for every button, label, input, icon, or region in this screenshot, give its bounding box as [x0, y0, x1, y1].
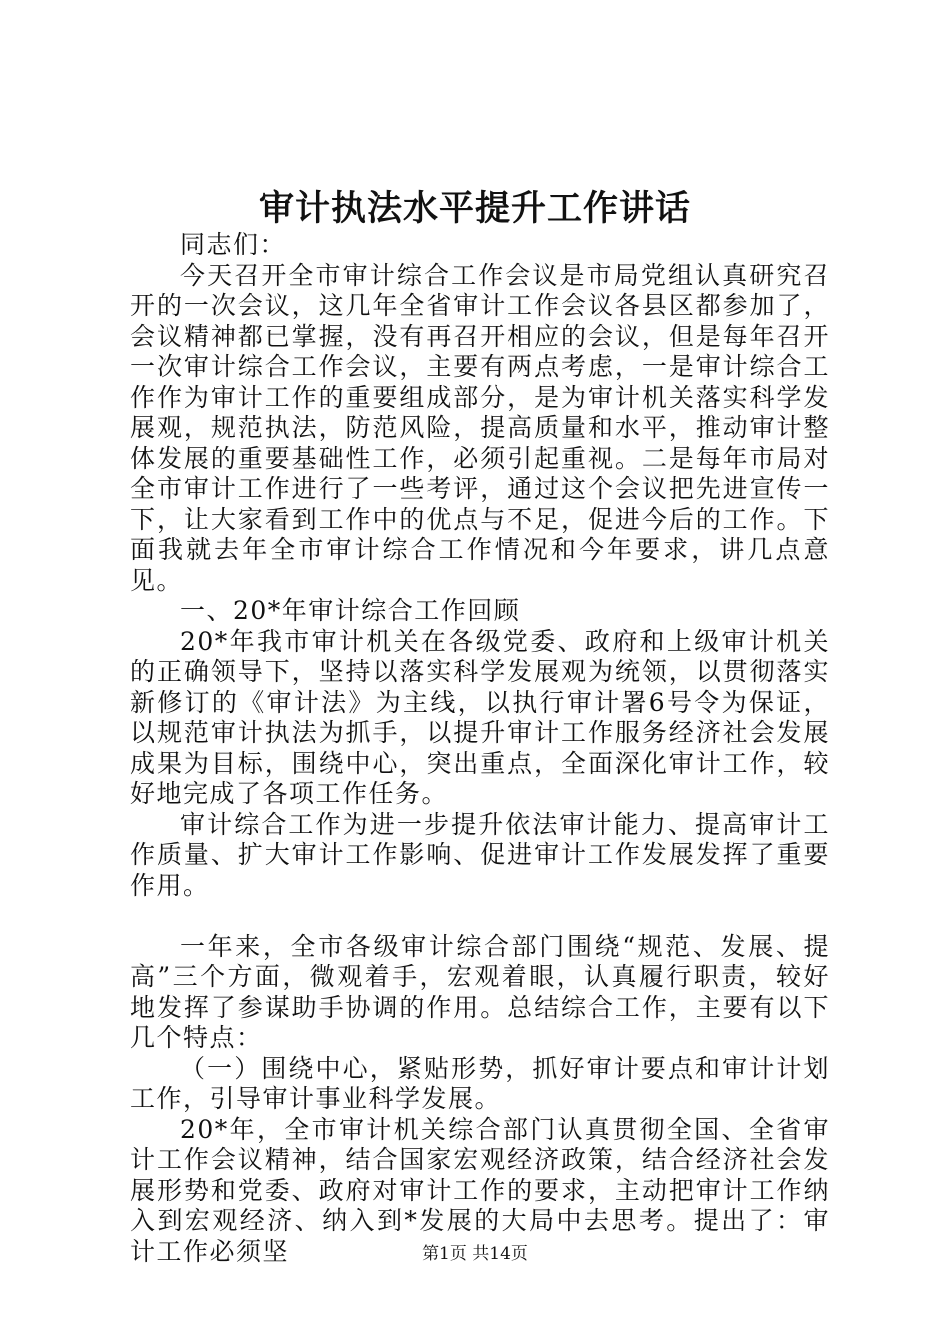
document-body — [130, 230, 830, 1267]
paragraph-role: 审计综合工作为进一步提升依法审计能力、提高审计工作质量、扩大审计工作影响、促进审计工作发展发挥了重要作用。 — [130, 809, 830, 900]
salutation: 同志们： — [180, 230, 287, 259]
paragraph-review: 20*年我市审计机关在各级党委、政府和上级审计机关的正确领导下，坚持以落实科学发展观为统领，以贯彻落实新修订的《审计法》为主线，以执行审计署6号令为保证，以规范审计执法为抓手，以提升审计工作服务经济社会发展成果为目标，围绕中心，突出重点，全面深化审计工作，较好地完成了各项工作任务。 — [130, 626, 830, 808]
subsection-heading: （一）围绕中心，紧贴形势，抓好审计要点和审计计划工作，引导审计事业科学发展。 — [130, 1053, 830, 1113]
paragraph-subsection-body: 20*年，全市审计机关综合部门认真贯彻全国、全省审计工作会议精神，结合国家宏观经济政策，结合经济社会发展形势和党委、政府对审计工作的要求，主动把审计工作纳入到宏观经济、纳入到*发展的大局中去思考。提出了：审计工作必须坚 — [130, 1114, 830, 1266]
page-number: 第1页 共14页 — [422, 1244, 528, 1264]
document-title: 审计执法水平提升工作讲话 — [258, 188, 691, 229]
paragraph-year-summary: 一年来，全市各级审计综合部门围绕“规范、发展、提高”三个方面，微观着手，宏观着眼，认真履行职责，较好地发挥了参谋助手协调的作用。总结综合工作，主要有以下几个特点： — [130, 931, 830, 1052]
paragraph-intro: 今天召开全市审计综合工作会议是市局党组认真研究召开的一次会议，这几年全省审计工作会议各县区都参加了，会议精神都已掌握，没有再召开相应的会议，但是每年召开一次审计综合工作会议，主要有两点考虑，一是审计综合工作作为审计工作的重要组成部分，是为审计机关落实科学发展观，规范执法，防范风险，提高质量和水平，推动审计整体发展的重要基础性工作，必须引起重视。二是每年市局对全市审计工作进行了一些考评，通过这个会议把先进宣传一下，让大家看到工作中的优点与不足，促进今后的工作。下面我就去年全市审计综合工作情况和今年要求，讲几点意见。 — [130, 260, 830, 595]
blank-line — [130, 901, 830, 932]
section-heading: 一、20*年审计综合工作回顾 — [180, 596, 521, 625]
